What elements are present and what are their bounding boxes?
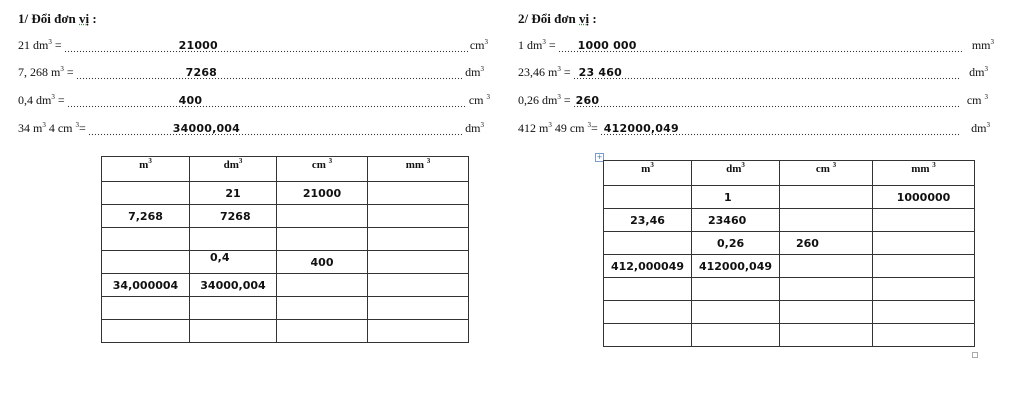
table-cell[interactable] bbox=[780, 186, 873, 209]
header-dm3: $dm^3$ bbox=[692, 161, 780, 186]
header-dm3: $dm^3$ bbox=[190, 157, 277, 182]
table-row bbox=[102, 320, 469, 343]
table-header-row bbox=[102, 157, 469, 182]
table-cell[interactable] bbox=[604, 301, 692, 324]
table-row bbox=[604, 301, 975, 324]
table-cell[interactable] bbox=[873, 301, 975, 324]
table-row bbox=[102, 205, 469, 228]
table-row bbox=[604, 186, 975, 209]
table-cell[interactable]: 21 bbox=[190, 182, 277, 205]
table-cell[interactable] bbox=[277, 297, 368, 320]
table-cell[interactable]: 0,4 bbox=[190, 251, 277, 274]
table-cell[interactable] bbox=[780, 278, 873, 301]
table-cell[interactable] bbox=[692, 324, 780, 347]
header-cm3: cm $^3$ bbox=[780, 161, 873, 186]
answer-value[interactable]: 7268 bbox=[185, 66, 218, 79]
conversion-table-2 bbox=[603, 160, 975, 347]
answer-value[interactable]: 23 460 bbox=[578, 66, 622, 79]
conversion-line-4: 412 $m^3$ 49 cm $^3$= 412000,049 $dm^3$ bbox=[518, 121, 990, 135]
table-cell[interactable]: 34,000004 bbox=[102, 274, 190, 297]
table-cell[interactable]: 21000 bbox=[277, 182, 368, 205]
table-cell[interactable] bbox=[873, 324, 975, 347]
table-row bbox=[604, 255, 975, 278]
table-cell[interactable] bbox=[190, 228, 277, 251]
conversion-line-3: 0,4 $dm^3$ = 400 cm $^3$ bbox=[18, 93, 490, 107]
conversion-line-1: 21 $dm^3$ = 21000 $cm^3$ bbox=[18, 38, 488, 52]
table-cell[interactable] bbox=[604, 186, 692, 209]
table-row bbox=[102, 274, 469, 297]
answer-value[interactable]: 1000 000 bbox=[577, 39, 637, 52]
table-cell[interactable] bbox=[102, 320, 190, 343]
answer-value[interactable]: 34000,004 bbox=[172, 122, 241, 135]
table-cell[interactable]: 260 bbox=[780, 232, 873, 255]
table-cell[interactable] bbox=[873, 232, 975, 255]
exercise-2-heading: 2/ Đổi đơn vị : bbox=[518, 11, 597, 26]
table-cell[interactable] bbox=[190, 297, 277, 320]
table-cell[interactable]: 412000,049 bbox=[692, 255, 780, 278]
table-cell[interactable] bbox=[368, 205, 469, 228]
table-cell[interactable] bbox=[692, 301, 780, 324]
header-cm3: cm $^3$ bbox=[277, 157, 368, 182]
table-cell[interactable]: 34000,004 bbox=[190, 274, 277, 297]
table-row bbox=[604, 278, 975, 301]
answer-value[interactable]: 21000 bbox=[178, 39, 218, 52]
table-move-handle-icon[interactable]: + bbox=[596, 153, 603, 161]
table-cell[interactable]: 7,268 bbox=[102, 205, 190, 228]
table-row bbox=[604, 324, 975, 347]
answer-value[interactable]: 412000,049 bbox=[603, 122, 679, 135]
header-m3: $m^3$ bbox=[604, 161, 692, 186]
header-mm3: mm $^3$ bbox=[873, 161, 975, 186]
table-cell[interactable] bbox=[277, 205, 368, 228]
answer-value[interactable]: 400 bbox=[178, 94, 203, 107]
conversion-line-2: 23,46 $m^3$ = 23 460 $dm^3$ bbox=[518, 65, 988, 79]
table-row bbox=[102, 297, 469, 320]
table-cell[interactable] bbox=[277, 320, 368, 343]
table-cell[interactable]: 7268 bbox=[190, 205, 277, 228]
table-cell[interactable]: 23460 bbox=[692, 209, 780, 232]
header-mm3: mm $^3$ bbox=[368, 157, 469, 182]
table-cell[interactable] bbox=[780, 209, 873, 232]
table-cell[interactable] bbox=[277, 228, 368, 251]
table-cell[interactable] bbox=[780, 324, 873, 347]
conversion-line-2: 7, 268 $m^3$ = 7268 $dm^3$ bbox=[18, 65, 484, 79]
table-cell[interactable] bbox=[368, 320, 469, 343]
table-resize-handle[interactable] bbox=[972, 352, 978, 358]
table-cell[interactable]: 1 bbox=[692, 186, 780, 209]
table-cell[interactable] bbox=[368, 251, 469, 274]
header-m3: $m^3$ bbox=[102, 157, 190, 182]
table-cell[interactable] bbox=[368, 274, 469, 297]
table-cell[interactable] bbox=[368, 182, 469, 205]
table-row bbox=[102, 228, 469, 251]
table-cell[interactable] bbox=[604, 278, 692, 301]
table-cell[interactable]: 0,26 bbox=[692, 232, 780, 255]
table-cell[interactable] bbox=[604, 232, 692, 255]
conversion-line-4: 34 $m^3$ 4 cm $^3$= 34000,004 $dm^3$ bbox=[18, 121, 484, 135]
table-row bbox=[604, 232, 975, 255]
table-cell[interactable] bbox=[873, 278, 975, 301]
table-cell[interactable]: 400 bbox=[277, 251, 368, 274]
table-row bbox=[102, 251, 469, 274]
table-row bbox=[604, 209, 975, 232]
table-row bbox=[102, 182, 469, 205]
table-cell[interactable] bbox=[277, 274, 368, 297]
table-cell[interactable] bbox=[102, 251, 190, 274]
conversion-line-1: 1 $dm^3$ = 1000 000 $mm^3$ bbox=[518, 38, 994, 52]
table-cell[interactable] bbox=[102, 297, 190, 320]
exercise-1-heading: 1/ Đổi đơn vị : bbox=[18, 11, 97, 26]
table-cell[interactable] bbox=[873, 255, 975, 278]
table-cell[interactable] bbox=[780, 255, 873, 278]
conversion-line-3: 0,26 $dm^3$ = 260 cm $^3$ bbox=[518, 93, 988, 107]
table-cell[interactable] bbox=[780, 301, 873, 324]
table-cell[interactable] bbox=[873, 209, 975, 232]
table-cell[interactable] bbox=[102, 182, 190, 205]
table-header-row bbox=[604, 161, 975, 186]
conversion-table-1 bbox=[101, 156, 469, 343]
table-cell[interactable]: 1000000 bbox=[873, 186, 975, 209]
table-cell[interactable] bbox=[692, 278, 780, 301]
table-cell[interactable] bbox=[368, 228, 469, 251]
table-cell[interactable] bbox=[102, 228, 190, 251]
answer-value[interactable]: 260 bbox=[575, 94, 600, 107]
table-cell[interactable] bbox=[604, 324, 692, 347]
table-cell[interactable]: 412,000049 bbox=[604, 255, 692, 278]
table-cell[interactable] bbox=[368, 297, 469, 320]
table-cell[interactable] bbox=[190, 320, 277, 343]
table-cell[interactable]: 23,46 bbox=[604, 209, 692, 232]
